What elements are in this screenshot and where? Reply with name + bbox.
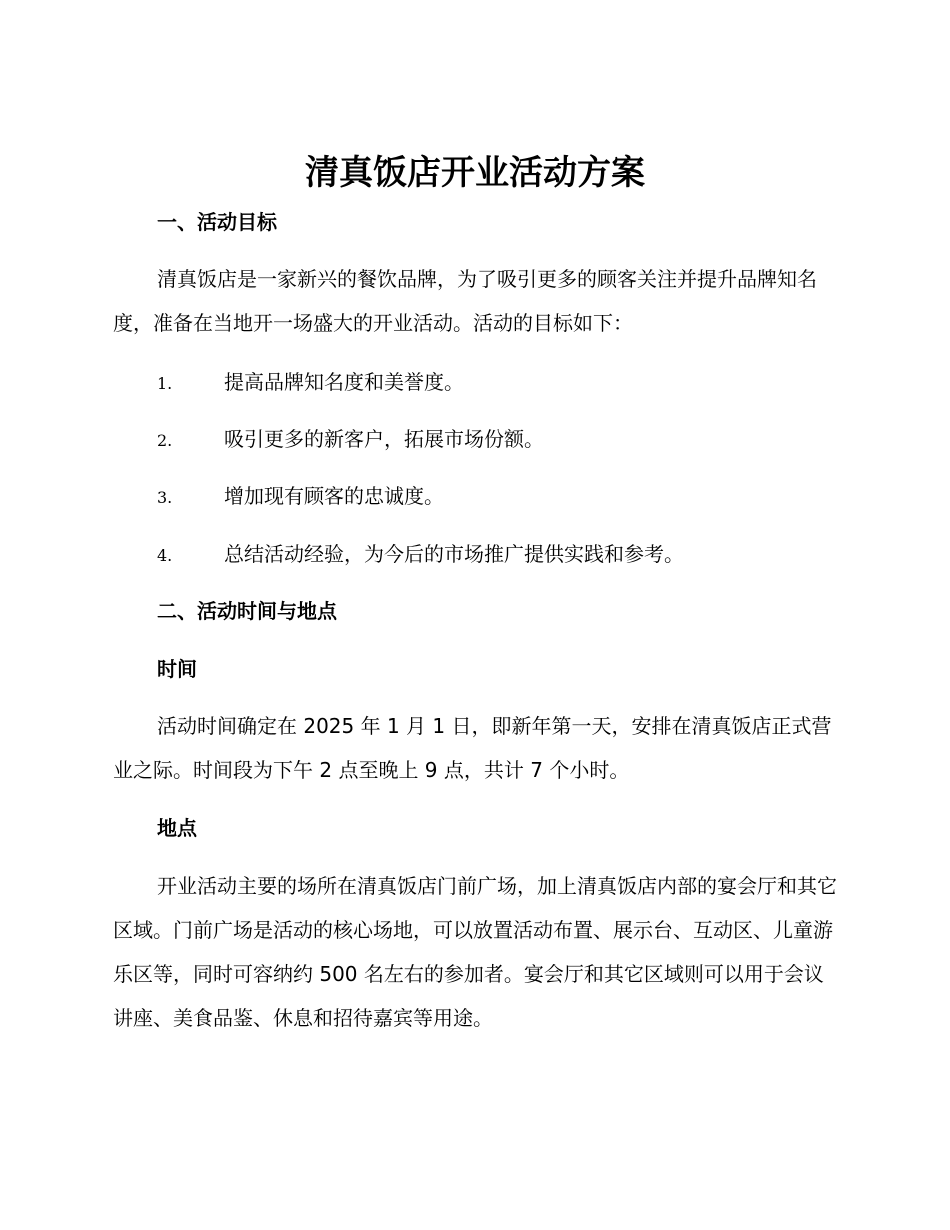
list-item-text: 增加现有顾客的忠诚度。 xyxy=(224,484,444,508)
subheading-place: 地点 xyxy=(157,816,197,840)
list-item-number: 4. xyxy=(157,546,173,565)
list-item-text: 提高品牌知名度和美誉度。 xyxy=(224,370,464,394)
list-item-number: 1. xyxy=(157,374,173,393)
paragraph-place: 开业活动主要的场所在清真饭店门前广场，加上清真饭店内部的宴会厅和其它区域。门前广场是活动的核心场地，可以放置活动布置、展示台、互动区、儿童游乐区等，同时可容纳约 500 名左右的参加者。宴会厅和其它区域则可以用于会议讲座、美食品鉴、休息和招待嘉宾等用途。 xyxy=(113,874,837,1030)
list-item xyxy=(157,368,837,398)
section-heading-goals: 一、活动目标 xyxy=(157,210,277,234)
subheading-time: 时间 xyxy=(157,657,197,681)
paragraph-intro: 清真饭店是一家新兴的餐饮品牌，为了吸引更多的顾客关注并提升品牌知名度，准备在当地开一场盛大的开业活动。活动的目标如下： xyxy=(113,267,817,335)
list-item-number: 3. xyxy=(157,488,173,507)
list-item xyxy=(157,425,837,455)
document-title: 清真饭店开业活动方案 xyxy=(305,153,645,193)
list-item xyxy=(157,540,837,570)
list-item-number: 2. xyxy=(157,431,173,450)
section-heading-time-place: 二、活动时间与地点 xyxy=(157,599,337,623)
list-item-text: 总结活动经验，为今后的市场推广提供实践和参考。 xyxy=(224,542,684,566)
list-item-text: 吸引更多的新客户，拓展市场份额。 xyxy=(224,427,544,451)
list-item xyxy=(157,482,837,512)
paragraph-time: 活动时间确定在 2025 年 1 月 1 日，即新年第一天，安排在清真饭店正式营业之际。时间段为下午 2 点至晚上 9 点，共计 7 个小时。 xyxy=(113,714,832,782)
